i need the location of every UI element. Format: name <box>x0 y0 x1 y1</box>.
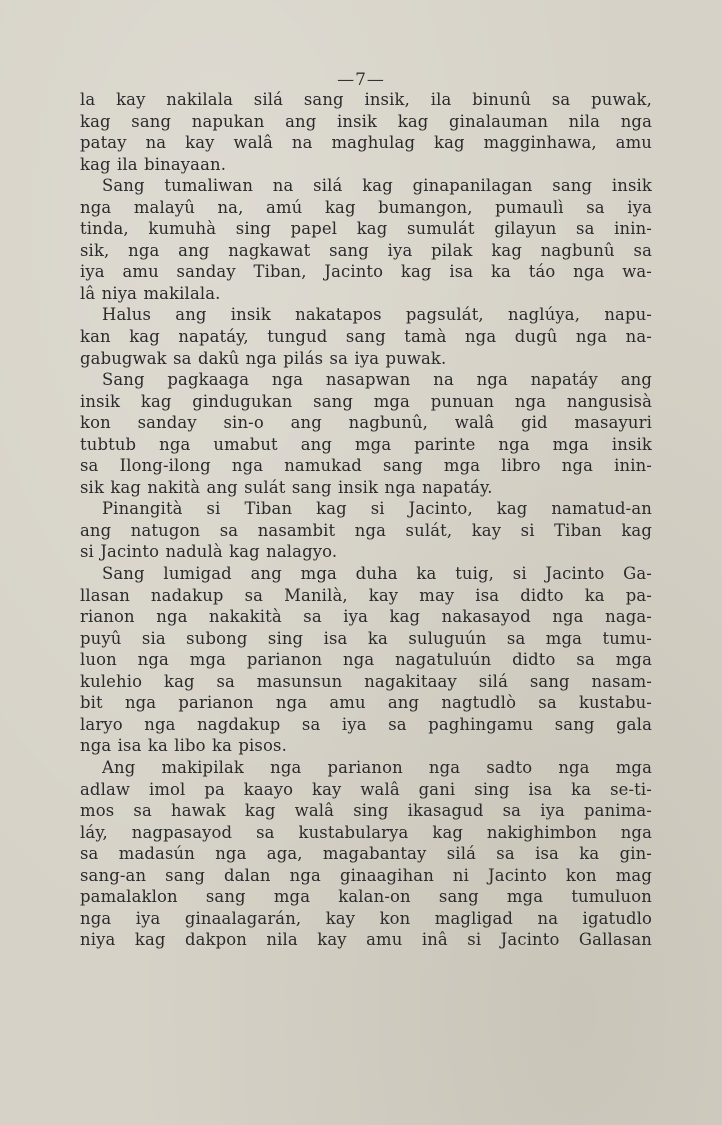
text-line: kag sang napukan ang insik kag ginalauman nila nga <box>80 111 652 131</box>
text-line: láy, nagpasayod sa kustabularya kag nakighimbon nga <box>80 822 652 842</box>
text-line: insik kag gindugukan sang mga punuan nga nangusisà <box>80 391 652 411</box>
text-line: sa madasún nga aga, magabantay silá sa isa ka gin- <box>80 844 652 864</box>
text-line: Sang tumaliwan na silá kag ginapanilagan sang insik <box>102 176 652 196</box>
text-line: mos sa hawak kag walâ sing ikasagud sa iya panima- <box>80 801 652 821</box>
text-line: kan kag napatáy, tungud sang tamà nga dugû nga na- <box>80 327 652 347</box>
text-line: sa Ilong-ilong nga namukad sang mga libro nga inin- <box>80 456 652 476</box>
text-line: si Jacinto nadulà kag nalagyo. <box>80 542 338 562</box>
text-line: rianon nga nakakità sa iya kag nakasayod nga naga- <box>80 607 652 627</box>
text-line: lâ niya makilala. <box>80 283 221 303</box>
text-line: nga isa ka libo ka pisos. <box>80 736 287 756</box>
text-line: sik kag nakità ang sulát sang insik nga napatáy. <box>80 477 493 497</box>
text-line: nga malayû na, amú kag bumangon, pumaulì sa iya <box>80 197 652 217</box>
page-number: —7— <box>337 70 385 90</box>
text-line: kag ila binayaan. <box>80 154 227 174</box>
text-line: tinda, kumuhà sing papel kag sumulát gilayun sa inin- <box>80 219 652 239</box>
text-line: luon nga mga parianon nga nagatuluún didto sa mga <box>80 650 652 670</box>
text-line: ang natugon sa nasambit nga sulát, kay si Tiban kag <box>80 520 652 540</box>
text-line: patay na kay walâ na maghulag kag magginhawa, amu <box>80 133 652 153</box>
text-line: laryo nga nagdakup sa iya sa paghingamu sang gala <box>80 714 652 734</box>
text-line: sang-an sang dalan nga ginaagihan ni Jacinto kon mag <box>80 865 652 885</box>
text-line: sik, nga ang nagkawat sang iya pilak kag nagbunû sa <box>80 240 652 260</box>
text-line: adlaw imol pa kaayo kay walâ gani sing isa ka se-ti- <box>80 779 652 799</box>
text-line: kon sanday sin-o ang nagbunû, walâ gid masayuri <box>80 413 652 433</box>
text-line: iya amu sanday Tiban, Jacinto kag isa ka táo nga wa- <box>80 262 652 282</box>
text-line: Sang lumigad ang mga duha ka tuig, si Jacinto Ga- <box>102 564 652 584</box>
text-line: Halus ang insik nakatapos pagsulát, naglúya, napu- <box>102 305 652 325</box>
text-line: Sang pagkaaga nga nasapwan na nga napatáy ang <box>102 370 652 390</box>
text-line: la kay nakilala silá sang insik, ila binunû sa puwak, <box>80 90 652 109</box>
text-line: bit nga parianon nga amu ang nagtudlò sa kustabu- <box>80 693 652 713</box>
text-line: Ang makipilak nga parianon nga sadto nga mga <box>102 757 652 777</box>
body-text <box>80 89 652 951</box>
text-line: kulehio kag sa masunsun nagakitaay silá sang nasam- <box>80 671 652 691</box>
text-line: niya kag dakpon nila kay amu inâ si Jacinto Gallasan <box>80 930 652 950</box>
text-line: nga iya ginaalagarán, kay kon magligad na igatudlo <box>80 908 652 928</box>
text-line: pamalaklon sang mga kalan-on sang mga tumuluon <box>80 887 652 907</box>
text-line: llasan nadakup sa Manilà, kay may isa didto ka pa- <box>80 585 652 605</box>
text-line: puyû sia subong sing isa ka suluguún sa mga tumu- <box>80 628 652 648</box>
text-line: Pinangità si Tiban kag si Jacinto, kag namatud-an <box>102 499 652 519</box>
text-line: tubtub nga umabut ang mga parinte nga mga insik <box>80 434 652 454</box>
text-line: gabugwak sa dakû nga pilás sa iya puwak. <box>80 348 447 368</box>
